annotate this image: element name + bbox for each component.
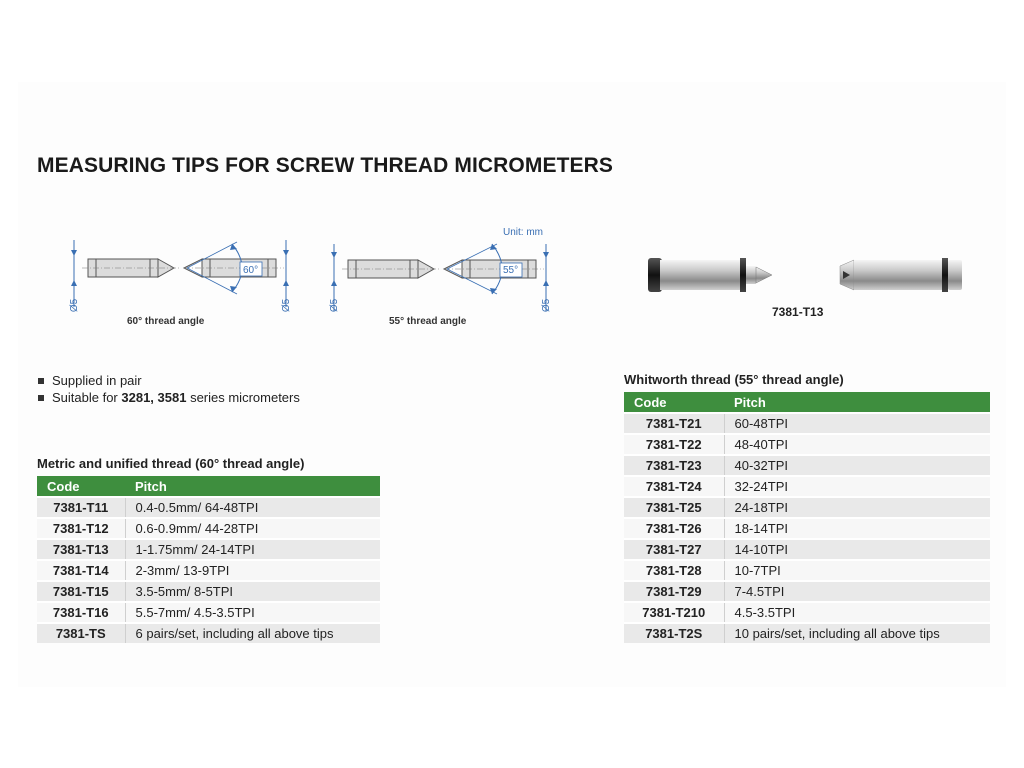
table-row — [37, 560, 380, 581]
code-cell: 7381-T11 — [37, 497, 125, 518]
pitch-cell: 10-7TPI — [724, 560, 990, 581]
diagram-caption-60: 60° thread angle — [127, 316, 205, 327]
column-header-code: Code — [624, 392, 724, 413]
code-cell: 7381-T22 — [624, 434, 724, 455]
feature-item — [38, 389, 300, 406]
column-header-code: Code — [37, 476, 125, 497]
pitch-cell: 14-10TPI — [724, 539, 990, 560]
pitch-cell: 2-3mm/ 13-9TPI — [125, 560, 380, 581]
feature-text-series: 3281, 3581 — [121, 390, 187, 405]
code-cell: 7381-T21 — [624, 413, 724, 434]
metric-table-title: Metric and unified thread (60° thread angle) — [37, 456, 305, 471]
table-row — [624, 434, 990, 455]
table-row — [624, 623, 990, 643]
pitch-cell: 18-14TPI — [724, 518, 990, 539]
pitch-cell: 10 pairs/set, including all above tips — [724, 623, 990, 643]
code-cell: 7381-T2S — [624, 623, 724, 643]
table-row — [624, 581, 990, 602]
code-cell: 7381-T12 — [37, 518, 125, 539]
pitch-cell: 48-40TPI — [724, 434, 990, 455]
diagram-60-thread — [62, 232, 297, 322]
column-header-pitch: Pitch — [125, 476, 380, 497]
code-cell: 7381-TS — [37, 623, 125, 643]
whitworth-thread-table — [624, 392, 990, 643]
table-row — [624, 455, 990, 476]
diameter-label-60-right: Ø5 — [281, 298, 293, 313]
product-photo-label: 7381-T13 — [772, 305, 824, 319]
table-row — [624, 518, 990, 539]
table-row — [37, 602, 380, 623]
table-row — [37, 497, 380, 518]
code-cell: 7381-T15 — [37, 581, 125, 602]
unit-label: Unit: mm — [503, 227, 543, 238]
code-cell: 7381-T29 — [624, 581, 724, 602]
column-header-pitch: Pitch — [724, 392, 990, 413]
code-cell: 7381-T28 — [624, 560, 724, 581]
pitch-cell: 5.5-7mm/ 4.5-3.5TPI — [125, 602, 380, 623]
table-row — [624, 497, 990, 518]
diameter-label-60-left: Ø5 — [69, 298, 81, 313]
pitch-cell: 6 pairs/set, including all above tips — [125, 623, 380, 643]
diagram-55-thread — [322, 236, 557, 326]
diameter-label-55-right: Ø5 — [541, 298, 553, 313]
product-photo — [640, 240, 970, 305]
angle-label-55: 55° — [503, 265, 519, 276]
pitch-cell: 4.5-3.5TPI — [724, 602, 990, 623]
pitch-cell: 0.6-0.9mm/ 44-28TPI — [125, 518, 380, 539]
code-cell: 7381-T210 — [624, 602, 724, 623]
table-row — [37, 623, 380, 643]
pitch-cell: 40-32TPI — [724, 455, 990, 476]
pitch-cell: 0.4-0.5mm/ 64-48TPI — [125, 497, 380, 518]
feature-item — [38, 372, 300, 389]
diameter-label-55-left: Ø5 — [329, 298, 341, 313]
bullet-icon — [38, 395, 44, 401]
pitch-cell: 3.5-5mm/ 8-5TPI — [125, 581, 380, 602]
angle-label-60: 60° — [243, 265, 259, 276]
feature-text-prefix: Suitable for — [52, 390, 122, 405]
table-row — [37, 539, 380, 560]
table-row — [624, 476, 990, 497]
code-cell: 7381-T23 — [624, 455, 724, 476]
code-cell: 7381-T13 — [37, 539, 125, 560]
bullet-icon — [38, 378, 44, 384]
pitch-cell: 1-1.75mm/ 24-14TPI — [125, 539, 380, 560]
table-row — [624, 413, 990, 434]
pitch-cell: 24-18TPI — [724, 497, 990, 518]
table-row — [624, 602, 990, 623]
pitch-cell: 7-4.5TPI — [724, 581, 990, 602]
diagram-caption-55: 55° thread angle — [389, 316, 467, 327]
code-cell: 7381-T26 — [624, 518, 724, 539]
table-row — [37, 518, 380, 539]
code-cell: 7381-T16 — [37, 602, 125, 623]
table-row — [624, 560, 990, 581]
feature-text-suffix: series micrometers — [186, 390, 300, 405]
pitch-cell: 60-48TPI — [724, 413, 990, 434]
feature-text: Supplied in pair — [52, 373, 142, 388]
code-cell: 7381-T25 — [624, 497, 724, 518]
feature-list — [38, 372, 300, 406]
pitch-cell: 32-24TPI — [724, 476, 990, 497]
table-row — [37, 581, 380, 602]
code-cell: 7381-T27 — [624, 539, 724, 560]
page-title: MEASURING TIPS FOR SCREW THREAD MICROMETERS — [37, 154, 613, 177]
code-cell: 7381-T24 — [624, 476, 724, 497]
table-row — [624, 539, 990, 560]
metric-thread-table — [37, 476, 380, 643]
whitworth-table-title: Whitworth thread (55° thread angle) — [624, 372, 844, 387]
code-cell: 7381-T14 — [37, 560, 125, 581]
